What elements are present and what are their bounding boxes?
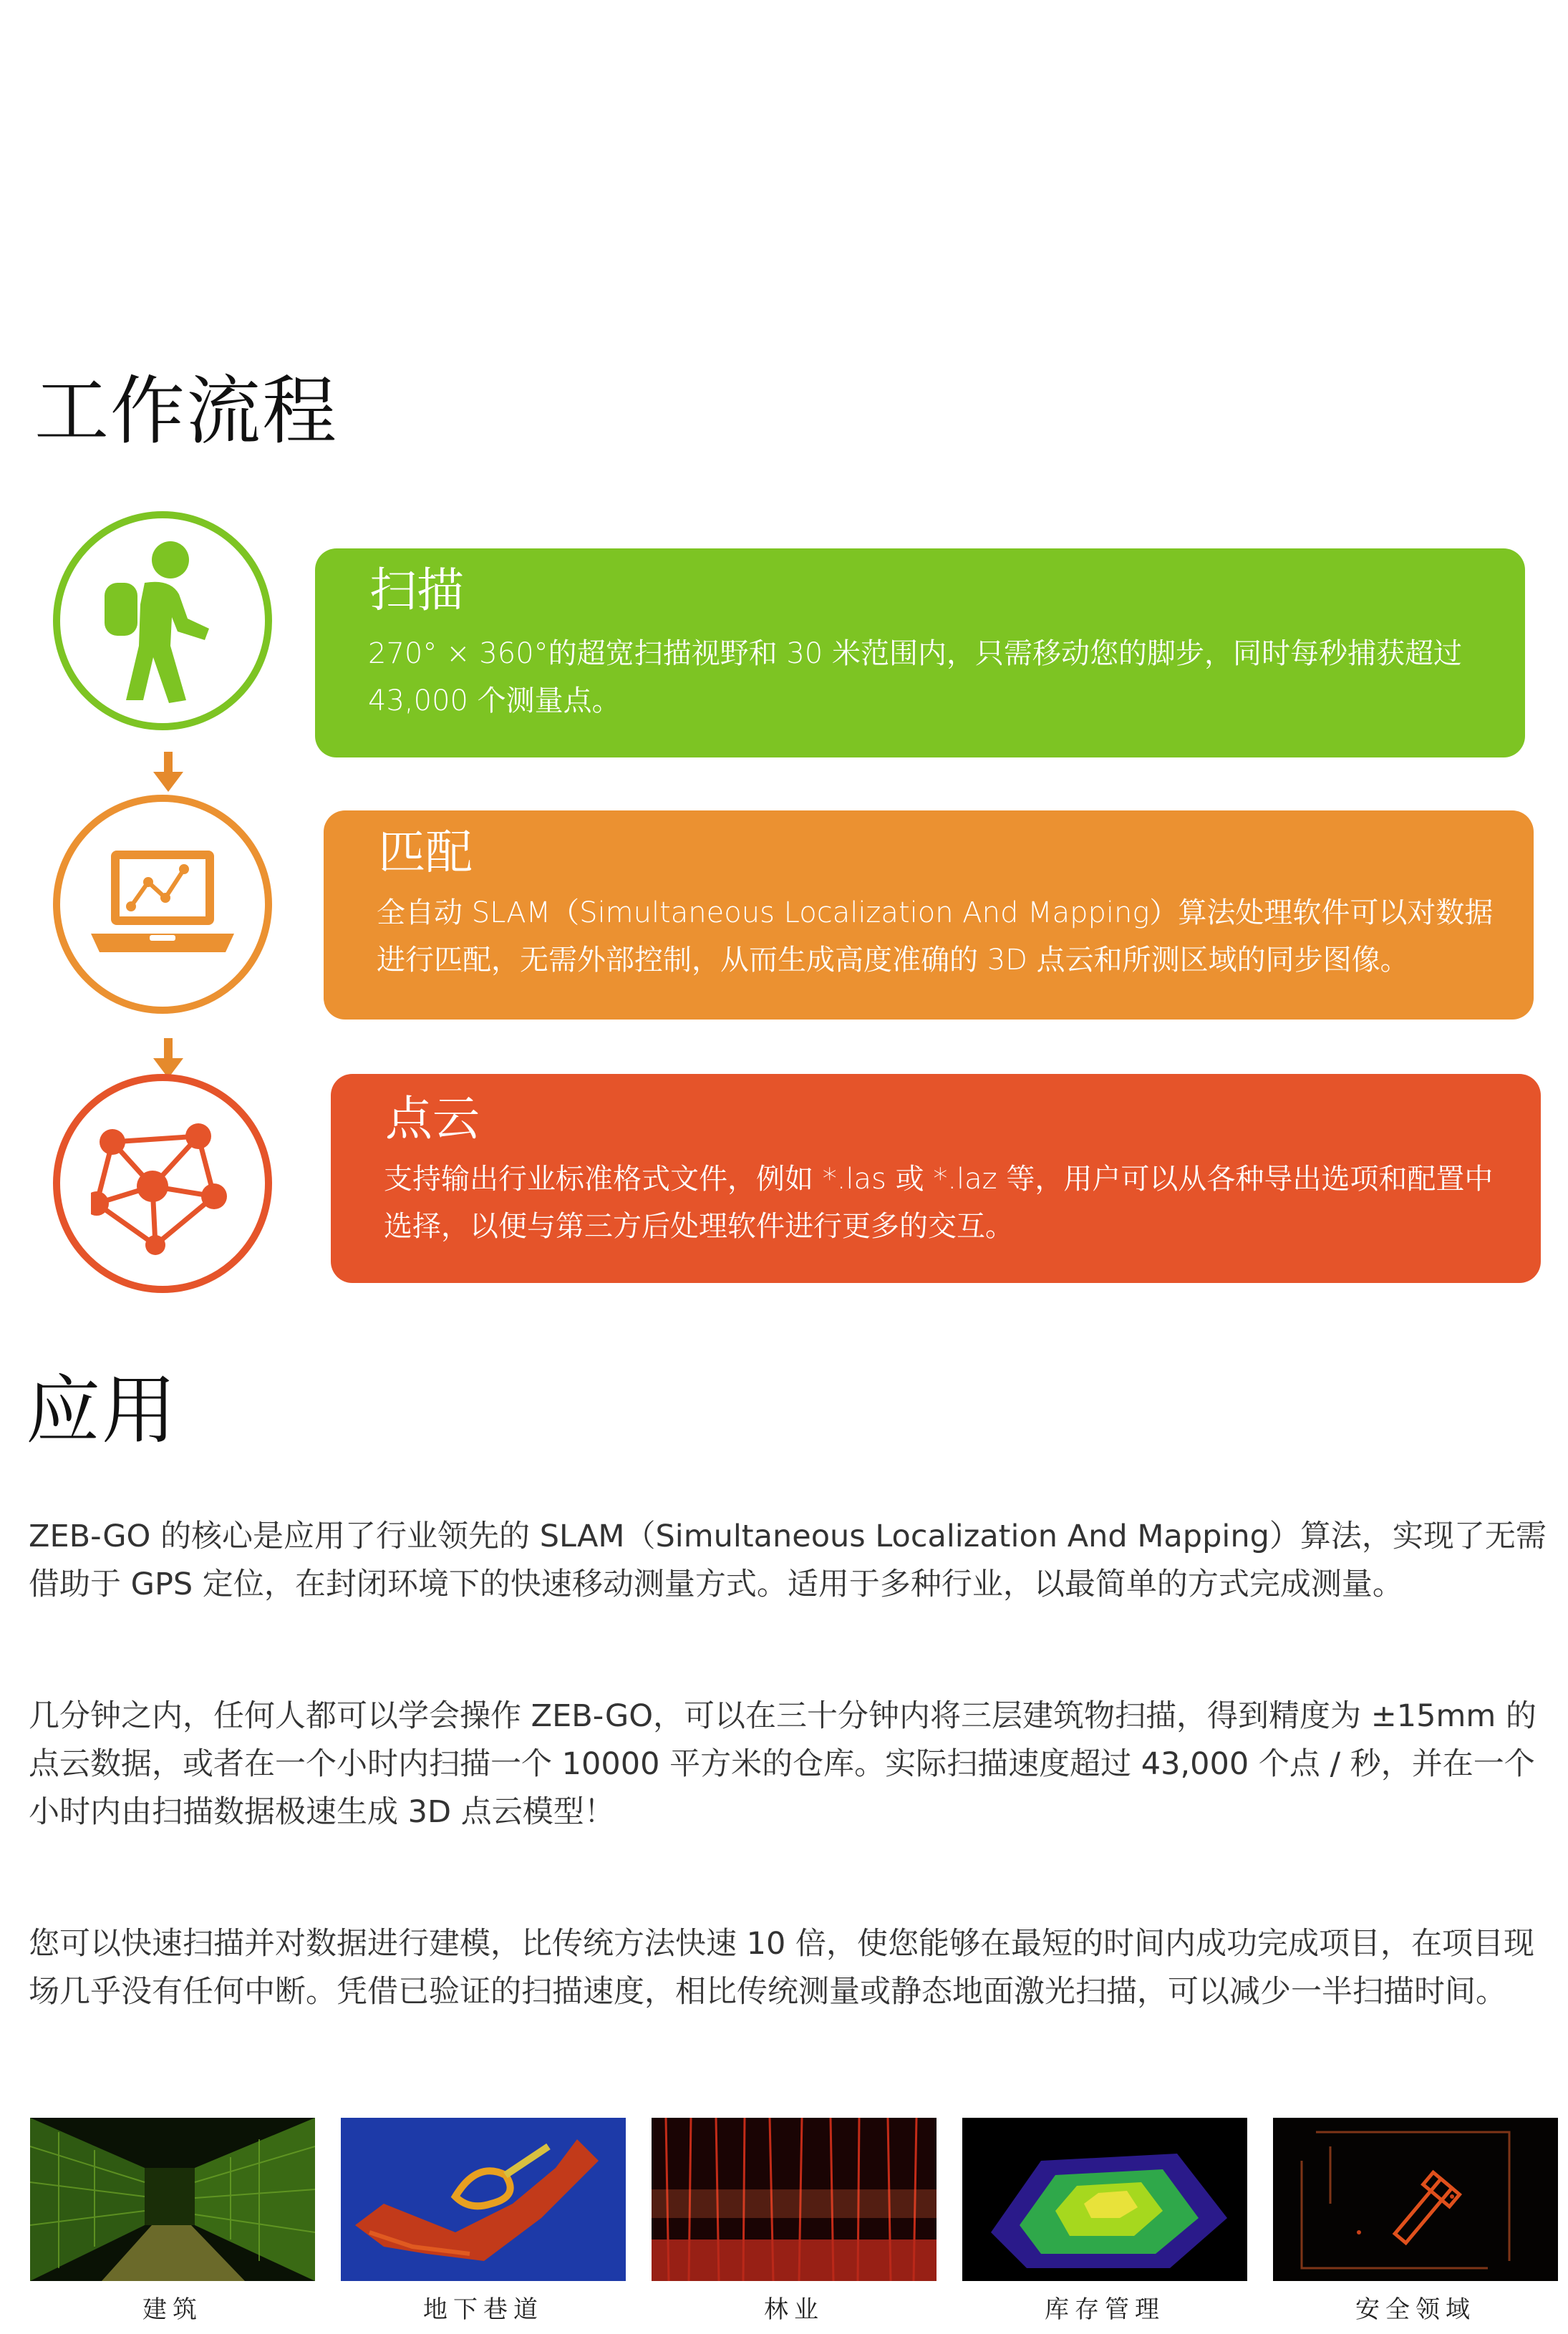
security-scan-image [1273,2118,1558,2281]
scan-step-title: 扫描 [369,563,464,618]
match-step-text: 全自动 SLAM（Simultaneous Localization And Mapping）算法处理软件可以对数据进行匹配，无需外部控制，从而生成高度准确的 3D 点云和所测区域的同步图像。 [377,896,1494,977]
applications-paragraph-2: 几分钟之内，任何人都可以学会操作 ZEB-GO，可以在三十分钟内将三层建筑物扫描，得到精度为 ±15mm 的点云数据，或者在一个小时内扫描一个 10000 平方米的仓库。实际扫描速度超过 43,000 个点 / 秒，并在一个小时内由扫描数据极速生成 3D 点云模型！ [29,1698,1536,1830]
match-step-circle [53,795,272,1014]
building-scan-image [30,2118,315,2281]
gallery-label-stockpile: 库存管理 [1045,2295,1165,2324]
gallery-label-tunnel: 地下巷道 [423,2295,543,2324]
forest-scan-image [652,2118,937,2281]
pointcloud-step-card [331,1074,1541,1283]
match-step-title: 匹配 [378,825,473,880]
gallery-label-security: 安全领域 [1355,2295,1476,2324]
gallery-label-forest: 林业 [764,2295,824,2324]
down-arrow-1 [153,752,183,792]
scan-step-circle [53,511,272,730]
gallery-label-building: 建筑 [142,2295,203,2324]
laptop-chart-icon [91,851,234,958]
pointcloud-step-title: 点云 [385,1091,480,1146]
tunnel-scan-image [341,2118,626,2281]
walking-person-icon [102,538,223,703]
network-nodes-icon [91,1112,234,1255]
match-step-card [324,810,1534,1020]
scan-step-text: 270° × 360°的超宽扫描视野和 30 米范围内，只需移动您的脚步，同时每秒捕获超过 43,000 个测量点。 [368,637,1462,717]
workflow-heading: 工作流程 [34,367,339,455]
pointcloud-step-circle [53,1074,272,1293]
down-arrow-2 [153,1038,183,1078]
applications-paragraph-3: 您可以快速扫描并对数据进行建模，比传统方法快速 10 倍，使您能够在最短的时间内成功完成项目，在项目现场几乎没有任何中断。凭借已验证的扫描速度，相比传统测量或静态地面激光扫描，可以减少一半扫描时间。 [29,1926,1535,2010]
stockpile-scan-image [962,2118,1247,2281]
scan-step-card [315,548,1525,757]
pointcloud-step-text: 支持输出行业标准格式文件，例如 *.las 或 *.laz 等，用户可以从各种导出选项和配置中选择，以便与第三方后处理软件进行更多的交互。 [384,1163,1494,1243]
applications-paragraph-1: ZEB-GO 的核心是应用了行业领先的 SLAM（Simultaneous Localization And Mapping）算法，实现了无需借助于 GPS 定位，在封闭环境下的快速移动测量方式。适用于多种行业，以最简单的方式完成测量。 [29,1519,1547,1602]
applications-heading: 应用 [26,1367,178,1454]
